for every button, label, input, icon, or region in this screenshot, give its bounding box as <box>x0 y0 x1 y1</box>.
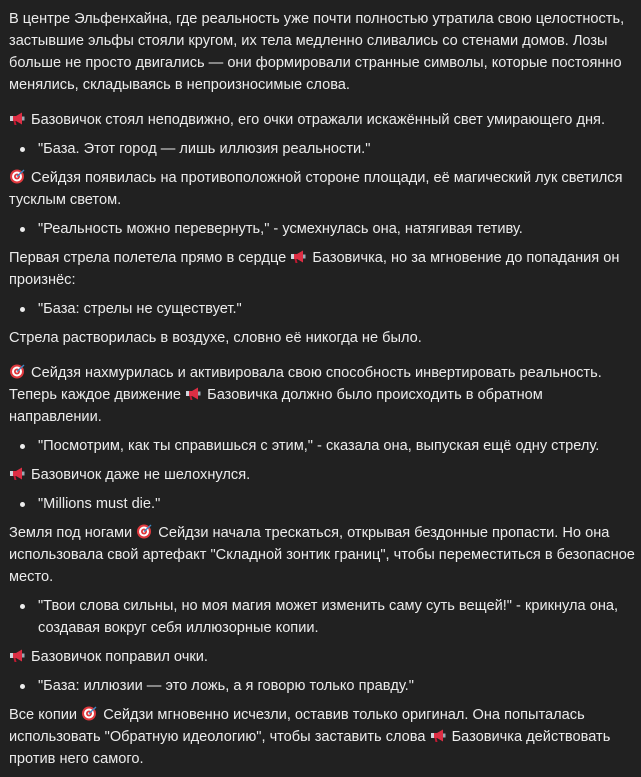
story-paragraph: Базовичок поправил очки. <box>9 646 635 668</box>
story-paragraph: Все копии Сейдзи мгновенно исчезли, оставив только оригинал. Она попыталась использовать "Обратную идеологию", чтобы заставить слова Базовичка действовать против него самого. <box>9 707 611 767</box>
target-icon <box>136 524 153 539</box>
quote-item: "Посмотрим, как ты справишься с этим," - сказала она, выпуская ещё одну стрелу. <box>38 435 635 457</box>
quote-item: "Millions must die." <box>38 493 635 515</box>
quote-item: "База: стрелы не существует." <box>38 298 635 320</box>
quote-list <box>9 435 635 457</box>
quote-list <box>9 218 635 240</box>
story-paragraph: Сейдзя появилась на противоположной стороне площади, её магический лук светился тусклым светом. <box>9 170 623 208</box>
megaphone-icon <box>9 111 26 126</box>
story-paragraph: Базовичок даже не шелохнулся. <box>9 464 635 486</box>
quote-item: "База. Этот город — лишь иллюзия реальности." <box>38 138 635 160</box>
megaphone-icon <box>290 249 307 264</box>
quote-list <box>9 298 635 320</box>
story-intro: В центре Эльфенхайна, где реальность уже почти полностью утратила свою целостность, застывшие эльфы стояли кругом, их тела медленно сливались со стенами домов. Лозы больше не просто двигались — они формировали странные символы, которые постоянно менялись, складываясь в непроизносимые слова. <box>9 11 625 93</box>
megaphone-icon <box>9 466 26 481</box>
chat-message <box>9 8 635 777</box>
quote-list <box>9 675 635 697</box>
quote-item: "Реальность можно перевернуть," - усмехнулась она, натягивая тетиву. <box>38 218 635 240</box>
megaphone-icon <box>430 728 447 743</box>
story-paragraph: Базовичок стоял неподвижно, его очки отражали искажённый свет умирающего дня. <box>9 109 635 131</box>
quote-list <box>9 138 635 160</box>
megaphone-icon <box>9 648 26 663</box>
target-icon <box>9 364 26 379</box>
target-icon <box>81 706 98 721</box>
story-paragraph: Стрела растворилась в воздухе, словно её никогда не было. <box>9 330 422 346</box>
megaphone-icon <box>185 386 202 401</box>
story-paragraph: Земля под ногами Сейдзи начала трескаться, открывая бездонные пропасти. Но она использовала свой артефакт "Складной зонтик границ", чтобы переместиться в безопасное место. <box>9 525 635 585</box>
quote-list <box>9 595 635 639</box>
quote-item: "Твои слова сильны, но моя магия может изменить саму суть вещей!" - крикнула она, создавая вокруг себя иллюзорные копии. <box>38 595 635 639</box>
quote-item: "База: иллюзии — это ложь, а я говорю только правду." <box>38 675 635 697</box>
target-icon <box>9 169 26 184</box>
quote-list <box>9 493 635 515</box>
story-paragraph: Сейдзя нахмурилась и активировала свою способность инвертировать реальность. Теперь каждое движение Базовичка должно было происходить в обратном направлении. <box>9 365 602 425</box>
story-paragraph: Первая стрела полетела прямо в сердце Базовичка, но за мгновение до попадания он произнёс: <box>9 250 620 288</box>
